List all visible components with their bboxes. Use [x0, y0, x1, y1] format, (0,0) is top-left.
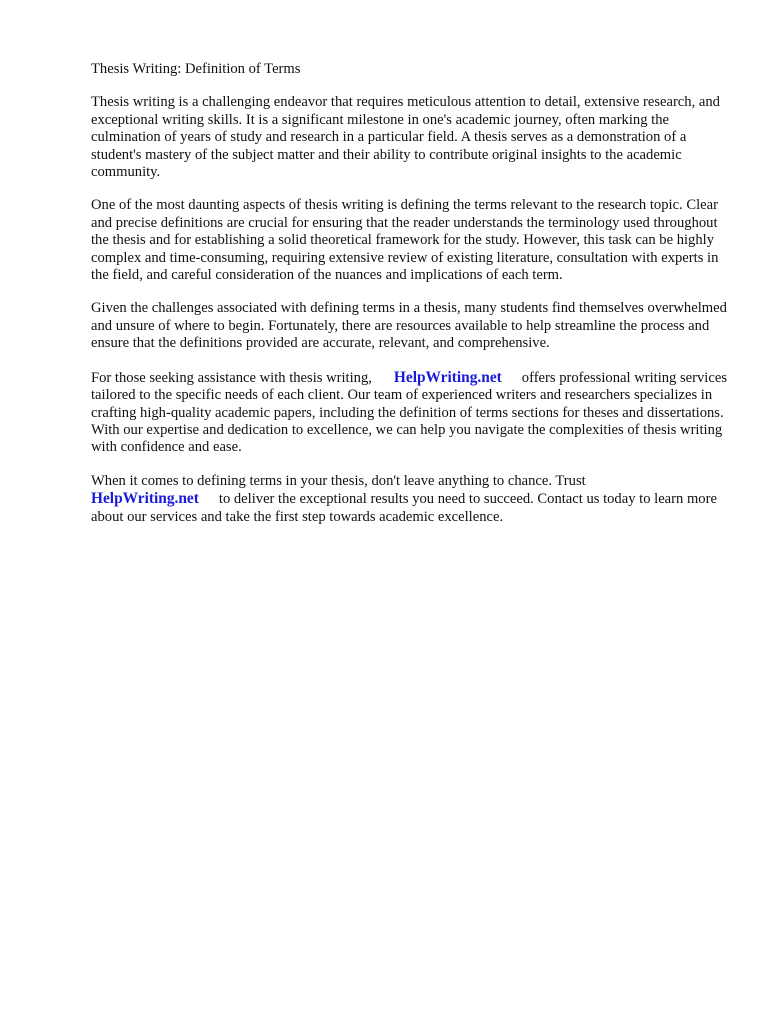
paragraph-intro: Thesis writing is a challenging endeavor that requires meticulous attention to detail, extensive research, and exceptional writing skills. It is a significant milestone in one's academic journey, often marking the culmination of years of study and research in a particular field. A thesis serves as a demonstration of a student's mastery of the subject matter and their ability to contribute original insights to the academic community. [91, 94, 720, 181]
paragraph-closing-before: When it comes to defining terms in your thesis, don't leave anything to chance. Trust [91, 472, 586, 489]
paragraph-challenges: Given the challenges associated with defining terms in a thesis, many students find themselves overwhelmed and unsure of where to begin. Fortunately, there are resources available to help streamline the process and ensure that the definitions provided are accurate, relevant, and comprehensive. [91, 300, 727, 352]
paragraph-assistance [91, 369, 731, 457]
paragraph-closing [91, 473, 731, 526]
paragraph-defining-terms: One of the most daunting aspects of thesis writing is defining the terms relevant to the research topic. Clear and precise definitions are crucial for ensuring that the reader understands the terminology used throughout the thesis and for establishing a solid theoretical framework for the study. However, this task can be highly complex and time-consuming, requiring extensive review of existing literature, consultation with experts in the field, and careful consideration of the nuances and implications of each term. [91, 197, 719, 284]
document-page [91, 61, 731, 542]
paragraph-assistance-before: For those seeking assistance with thesis writing, [91, 369, 372, 386]
helpwriting-link[interactable]: HelpWriting.net [393, 368, 502, 386]
paragraph-closing-after: to deliver the exceptional results you need to succeed. Contact us today to learn more about our services and take the first step towards academic excellence. [91, 491, 717, 525]
paragraph-assistance-after: offers professional writing services tailored to the specific needs of each client. Our team of experienced writers and researchers specializes in crafting high-quality academic papers, including the definition of terms sections for theses and dissertations. With our expertise and dedication to excellence, we can help you navigate the complexities of thesis writing with confidence and ease. [91, 369, 727, 456]
helpwriting-link-closing[interactable]: HelpWriting.net [91, 490, 199, 508]
document-title: Thesis Writing: Definition of Terms [91, 61, 301, 77]
